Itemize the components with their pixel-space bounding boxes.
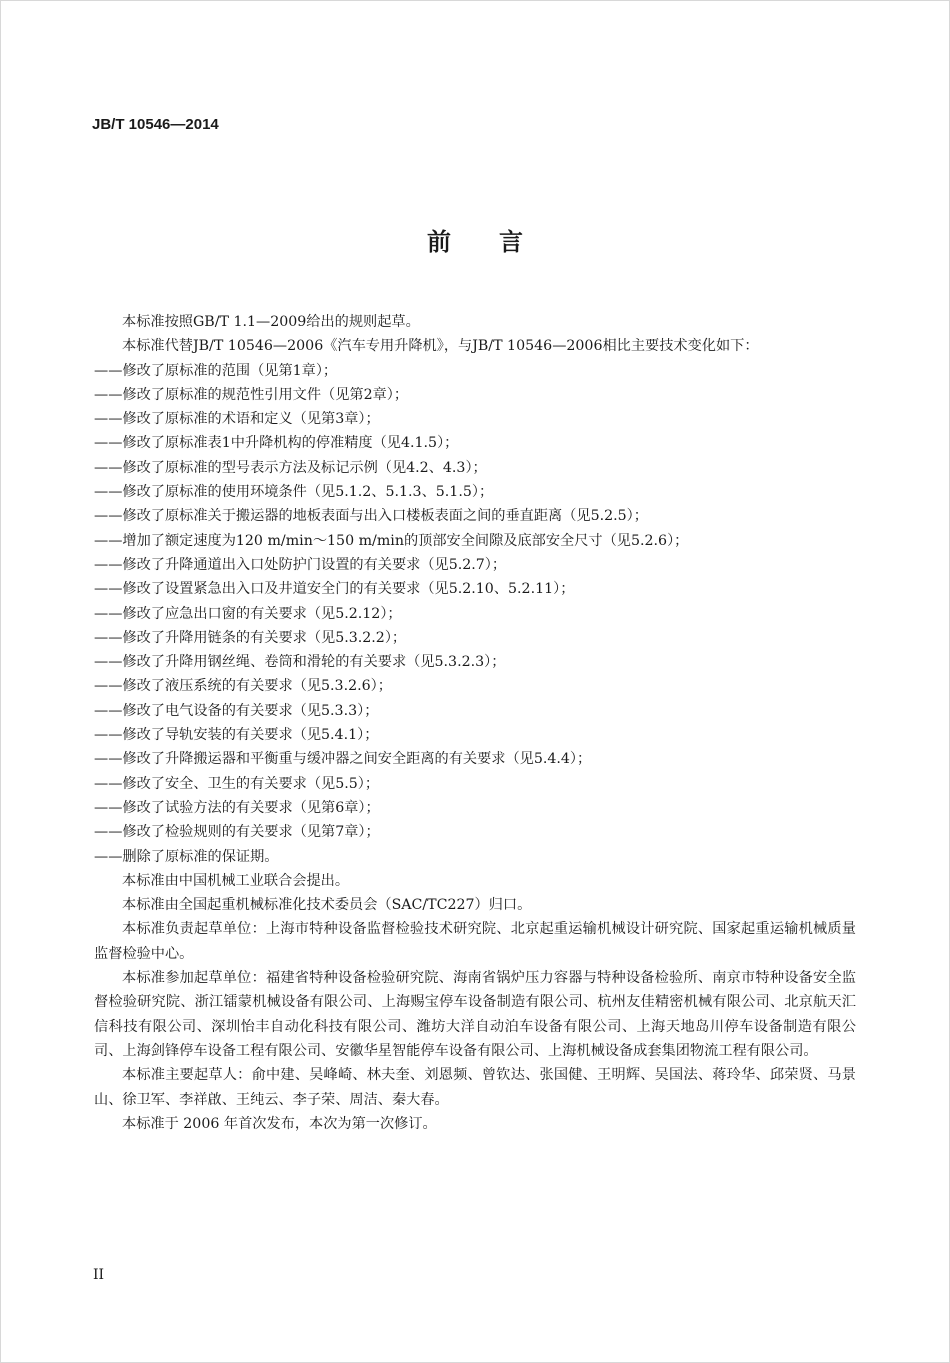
change-item: ——增加了额定速度为120 m/min～150 m/min的顶部安全间隙及底部安全尺寸（见5.2.6）； bbox=[94, 532, 689, 549]
intro-paragraph: 本标准按照GB/T 1.1—2009给出的规则起草。 bbox=[122, 314, 420, 330]
page-title: 前言 bbox=[427, 228, 571, 256]
change-item: ——修改了应急出口窗的有关要求（见5.2.12）； bbox=[94, 605, 402, 622]
proposer-paragraph: 本标准由中国机械工业联合会提出。 bbox=[122, 872, 350, 889]
standard-code: JB/T 10546—2014 bbox=[92, 116, 219, 133]
participating-drafters-paragraph: 本标准参加起草单位：福建省特种设备检验研究院、海南省锅炉压力容器与特种设备检验所、南京市特种设备安全监督检验研究院、浙江镭蒙机械设备有限公司、上海赐宝停车设备制造有限公司、杭州友佳精密机械有限公司、北京航天汇信科技有限公司、深圳怡丰自动化科技有限公司、潍坊大洋自动泊车设备有限公司、上海天地岛川停车设备制造有限公司、上海剑锋停车设备工程有限公司、安徽华星智能停车设备有限公司、上海机械设备成套集团物流工程有限公司。 bbox=[94, 970, 856, 1059]
page-border-left bbox=[0, 0, 1, 1363]
change-item: ——修改了试验方法的有关要求（见第6章）； bbox=[94, 799, 380, 816]
lead-drafters-paragraph: 本标准负责起草单位：上海市特种设备监督检验技术研究院、北京起重运输机械设计研究院、国家起重运输机械质量监督检验中心。 bbox=[94, 921, 856, 962]
change-item: ——修改了原标准关于搬运器的地板表面与出入口楼板表面之间的垂直距离（见5.2.5）； bbox=[94, 508, 648, 525]
change-item: ——修改了原标准的规范性引用文件（见第2章）； bbox=[94, 386, 409, 403]
main-authors-paragraph: 本标准主要起草人：俞中建、吴峰崎、林夫奎、刘恩频、曾钦达、张国健、王明辉、吴国法、蒋玲华、邱荣贤、马景山、徐卫军、李祥啟、王纯云、李子荣、周洁、秦大春。 bbox=[94, 1067, 856, 1108]
document-body bbox=[94, 310, 856, 1136]
change-item: ——修改了升降用钢丝绳、卷筒和滑轮的有关要求（见5.3.2.3）； bbox=[94, 654, 506, 671]
change-item: ——修改了升降用链条的有关要求（见5.3.2.2）； bbox=[94, 629, 407, 646]
change-item: ——修改了原标准的使用环境条件（见5.1.2、5.1.3、5.1.5）； bbox=[94, 484, 494, 501]
committee-paragraph: 本标准由全国起重机械标准化技术委员会（SAC/TC227）归口。 bbox=[122, 897, 532, 914]
page-border-top bbox=[0, 0, 950, 1]
change-item: ——修改了安全、卫生的有关要求（见5.5）； bbox=[94, 775, 380, 792]
revision-history-paragraph: 本标准于 2006 年首次发布，本次为第一次修订。 bbox=[122, 1115, 437, 1132]
change-item: ——修改了导轨安装的有关要求（见5.4.1）； bbox=[94, 727, 379, 744]
page-number: II bbox=[93, 1267, 105, 1283]
change-item: ——修改了电气设备的有关要求（见5.3.3）； bbox=[94, 702, 379, 719]
change-item: ——修改了检验规则的有关要求（见第7章）； bbox=[94, 824, 380, 841]
change-item: ——修改了原标准表1中升降机构的停准精度（见4.1.5）； bbox=[94, 435, 459, 452]
change-item: ——修改了原标准的范围（见第1章）； bbox=[94, 362, 338, 379]
intro-paragraph: 本标准代替JB/T 10546—2006《汽车专用升降机》，与JB/T 10546—2006相比主要技术变化如下： bbox=[122, 338, 759, 355]
change-item: ——修改了液压系统的有关要求（见5.3.2.6）； bbox=[94, 678, 392, 695]
change-item: ——删除了原标准的保证期。 bbox=[94, 848, 279, 865]
change-item: ——修改了设置紧急出入口及井道安全门的有关要求（见5.2.10、5.2.11）； bbox=[94, 581, 575, 598]
change-item: ——修改了原标准的型号表示方法及标记示例（见4.2、4.3）； bbox=[94, 459, 487, 476]
change-item: ——修改了原标准的术语和定义（见第3章）； bbox=[94, 411, 380, 428]
change-item: ——修改了升降搬运器和平衡重与缓冲器之间安全距离的有关要求（见5.4.4）； bbox=[94, 751, 592, 768]
change-item: ——修改了升降通道出入口处防护门设置的有关要求（见5.2.7）； bbox=[94, 556, 507, 573]
